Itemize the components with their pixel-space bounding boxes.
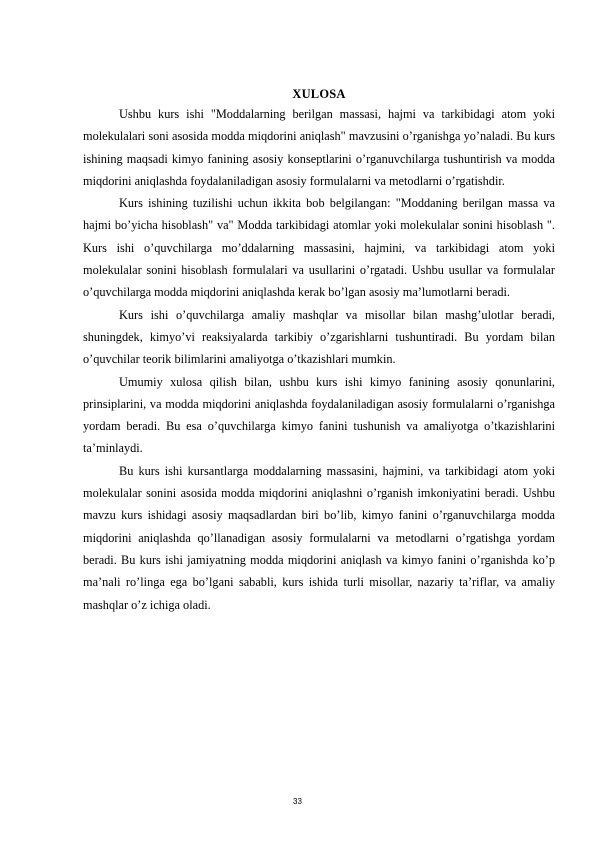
paragraph: Ushbu kurs ishi "Moddalarning berilgan massasi, hajmi va tarkibidagi atom yoki molekulalari soni asosida modda miqdorini aniqlash" mavzusini o’rganishga yo’naladi. Bu kurs ishining maqsadi kimyo fanining asosiy konseptlarini o’rganuvchilarga tushuntirish va modda miqdorini aniqlashda foydalaniladigan asosiy formulalarni va metodlarni o’rgatishdir. [83,107,555,188]
paragraph: Kurs ishi o’quvchilarga amaliy mashqlar va misollar bilan mashg’ulotlar beradi, shuningdek, kimyo’vi reaksiyalarda tarkibiy o’zgarishlarni tushuntiradi. Bu yordam bilan o’quvchilar teorik bilimlarini amaliyotga o’tkazishlari mumkin. [83,307,555,367]
page-number: 33 [293,797,302,806]
section-title: XULOSA [292,87,346,101]
paragraph: Bu kurs ishi kursantlarga moddalarning massasini, hajmini, va tarkibidagi atom yoki molekulalar sonini asosida modda miqdorini aniqlashni o’rganish imkoniyatini beradi. Ushbu mavzu kurs ishidagi asosiy maqsadlardan biri bo’lib, kimyo fanini o’rganuvchilarga modda miqdorini aniqlashda qo’llanadigan asosiy formulalarni va metodlarni o’rgatishga yordam beradi. Bu kurs ishi jamiyatning modda miqdorini aniqlash va kimyo fanini o’rganishda ko’p ma’nali ro’linga ega bo’lgani sababli, kurs ishida turli misollar, nazariy ta’riflar, va amaliy mashqlar o’z ichiga oladi. [83,463,555,612]
body-text [83,103,555,616]
paragraph: Kurs ishining tuzilishi uchun ikkita bob belgilangan: "Moddaning berilgan massa va hajmi bo’yicha hisoblash" va" Modda tarkibidagi atomlar yoki molekulalar sonini hisoblash ". Kurs ishi o’quvchilarga mo’ddalarning massasini, hajmini, va tarkibidagi atom yoki molekulalar sonini hisoblash formulalari va usullarini o’rgatadi. Ushbu usullar va formulalar o’quvchilarga modda miqdorini aniqlashda kerak bo’lgan asosiy ma’lumotlarni beradi. [83,196,555,300]
paragraph: Umumiy xulosa qilish bilan, ushbu kurs ishi kimyo fanining asosiy qonunlarini, prinsiplarini, va modda miqdorini aniqlashda foydalaniladigan asosiy formulalarni o’rganishga yordam beradi. Bu esa o’quvchilarga kimyo fanini tushunish va amaliyotga o’tkazishlarini ta’minlaydi. [83,374,555,456]
